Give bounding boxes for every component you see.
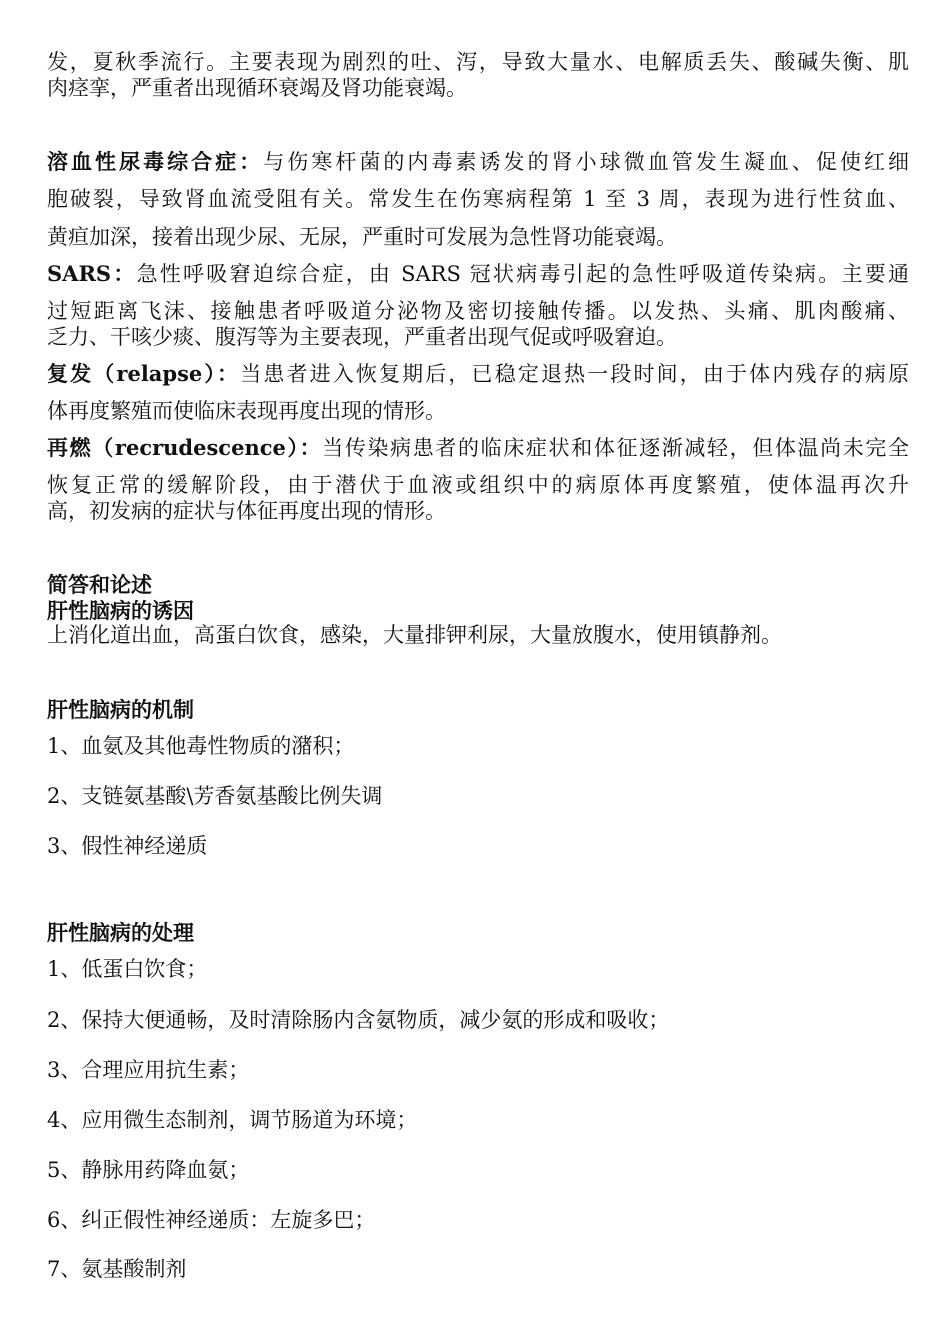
treatment-item: 3、合理应用抗生素； — [47, 1058, 250, 1082]
treatment-heading: 肝性脑病的处理 — [47, 920, 194, 945]
mechanism-heading: 肝性脑病的机制 — [47, 697, 194, 722]
relapse-line — [47, 361, 909, 387]
sars-line: 乏力、干咳少痰、腹泻等为主要表现，严重者出现气促或呼吸窘迫。 — [47, 325, 677, 349]
sars-line — [47, 261, 909, 287]
relapse-term: 复发（relapse）： — [47, 361, 241, 386]
hus-text: 与伤寒杆菌的内毒素诱发的肾小球微血管发生凝血、促使红细 — [263, 150, 910, 174]
triggers-text: 上消化道出血，高蛋白饮食，感染，大量排钾利尿，大量放腹水，使用镇静剂。 — [47, 623, 782, 647]
treatment-item: 1、低蛋白饮食； — [47, 957, 208, 981]
sars-term: SARS： — [47, 261, 137, 286]
mechanism-item: 2、支链氨基酸\芳香氨基酸比例失调 — [47, 784, 383, 808]
intro-line: 发，夏秋季流行。主要表现为剧烈的吐、泻，导致大量水、电解质丢失、酸碱失衡、肌 — [47, 50, 909, 74]
recrudescence-line — [47, 435, 909, 461]
recrudescence-term: 再燃（recrudescence）： — [47, 435, 323, 460]
recrudescence-text: 当传染病患者的临床症状和体征逐渐减轻，但体温尚未完全 — [322, 436, 910, 460]
hus-line: 黄疸加深，接着出现少尿、无尿，严重时可发展为急性肾功能衰竭。 — [47, 225, 677, 249]
recrudescence-line: 高，初发病的症状与体征再度出现的情形。 — [47, 499, 446, 523]
section-title: 简答和论述 — [47, 572, 152, 597]
intro-line: 肉痉挛，严重者出现循环衰竭及肾功能衰竭。 — [47, 76, 467, 100]
treatment-item: 4、应用微生态制剂，调节肠道为环境； — [47, 1108, 418, 1132]
relapse-line: 体再度繁殖而使临床表现再度出现的情形。 — [47, 399, 446, 423]
mechanism-item: 1、血氨及其他毒性物质的潴积； — [47, 734, 355, 758]
relapse-text: 当患者进入恢复期后，已稳定退热一段时间，由于体内残存的病原 — [240, 362, 909, 386]
hus-line: 胞破裂，导致肾血流受阻有关。常发生在伤寒病程第 1 至 3 周，表现为进行性贫血、 — [47, 187, 909, 211]
hus-line — [47, 149, 909, 175]
treatment-item: 7、氨基酸制剂 — [47, 1257, 187, 1281]
hus-term: 溶血性尿毒综合症： — [47, 149, 264, 174]
treatment-item: 6、纠正假性神经递质：左旋多巴； — [47, 1208, 376, 1232]
treatment-item: 2、保持大便通畅，及时清除肠内含氨物质，减少氨的形成和吸收； — [47, 1008, 670, 1032]
recrudescence-line: 恢复正常的缓解阶段，由于潜伏于血液或组织中的病原体再度繁殖，使体温再次升 — [47, 473, 909, 497]
treatment-item: 5、静脉用药降血氨； — [47, 1158, 250, 1182]
sars-text: 急性呼吸窘迫综合症，由 SARS 冠状病毒引起的急性呼吸道传染病。主要通 — [136, 262, 909, 286]
sars-line: 过短距离飞沫、接触患者呼吸道分泌物及密切接触传播。以发热、头痛、肌肉酸痛、 — [47, 299, 909, 323]
mechanism-item: 3、假性神经递质 — [47, 834, 208, 858]
triggers-heading: 肝性脑病的诱因 — [47, 598, 194, 623]
